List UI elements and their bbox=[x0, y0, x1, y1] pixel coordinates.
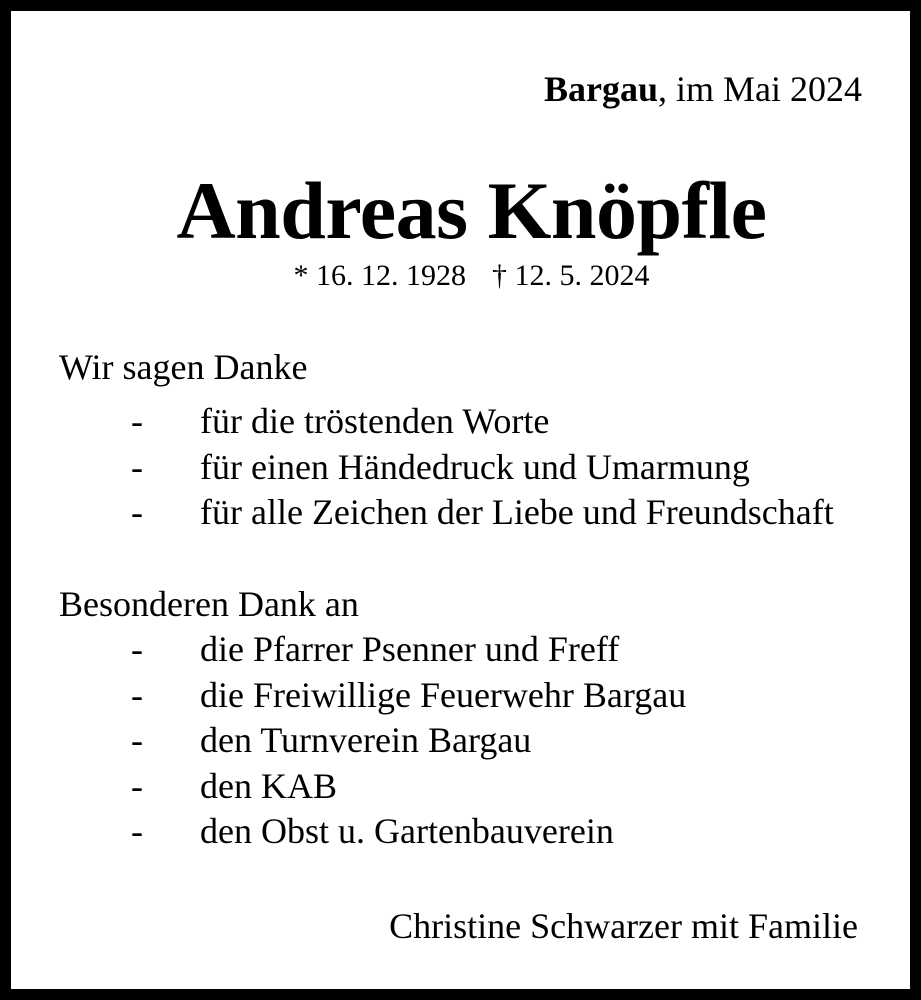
signature: Christine Schwarzer mit Familie bbox=[389, 906, 858, 946]
list-item-text: für einen Händedruck und Umarmung bbox=[200, 446, 750, 487]
list-dash: - bbox=[131, 765, 143, 806]
list-item-text: den Turnverein Bargau bbox=[200, 720, 532, 760]
list-item-text: für alle Zeichen der Liebe und Freundschaft bbox=[200, 492, 834, 532]
special-thanks-heading: Besonderen Dank an bbox=[59, 584, 359, 624]
place-name: Bargau bbox=[543, 69, 658, 109]
list-dash: - bbox=[131, 629, 143, 669]
list-dash: - bbox=[131, 674, 143, 715]
death-date: † 12. 5. 2024 bbox=[492, 259, 650, 292]
life-dates bbox=[11, 256, 921, 296]
list-dash: - bbox=[131, 401, 143, 441]
list-item-text: die Pfarrer Psenner und Freff bbox=[200, 629, 620, 669]
list-item-text: den KAB bbox=[200, 765, 337, 806]
birth-date: * 16. 12. 1928 bbox=[293, 259, 466, 292]
list-dash: - bbox=[131, 492, 143, 532]
deceased-name: Andreas Knöpfle bbox=[176, 165, 767, 256]
list-dash: - bbox=[131, 811, 143, 851]
list-item-text: für die tröstenden Worte bbox=[200, 401, 550, 441]
place-date-line bbox=[544, 66, 862, 112]
thanks-heading: Wir sagen Danke bbox=[59, 347, 308, 387]
list-dash: - bbox=[131, 446, 143, 487]
list-dash: - bbox=[131, 720, 143, 760]
list-item-text: den Obst u. Gartenbauverein bbox=[200, 811, 614, 851]
list-item-text: die Freiwillige Feuerwehr Bargau bbox=[200, 674, 687, 715]
date-text: , im Mai 2024 bbox=[658, 69, 862, 109]
